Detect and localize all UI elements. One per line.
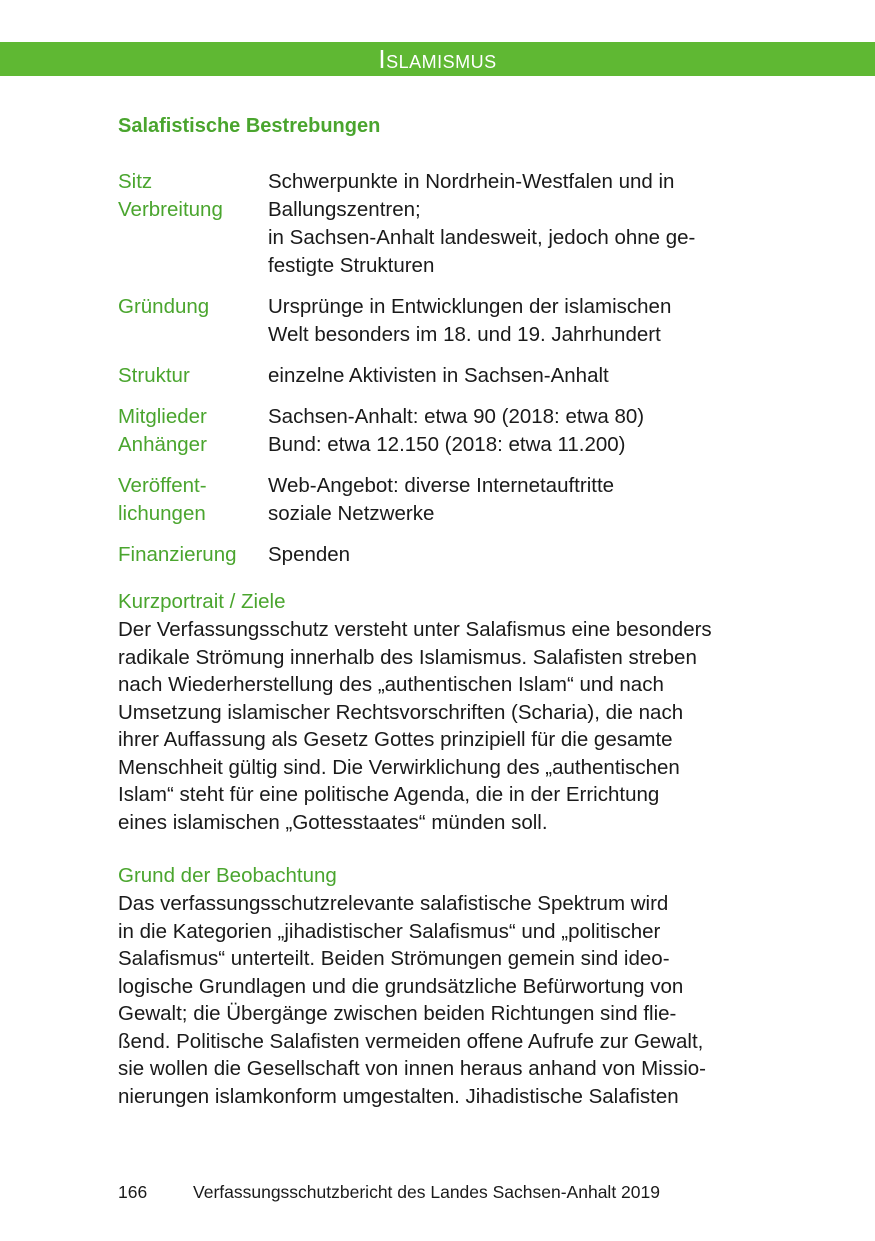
fact-label	[118, 293, 268, 349]
section-grund-der-beobachtung	[118, 862, 768, 1110]
fact-value-line: einzelne Aktivisten in Sachsen-Anhalt	[268, 364, 609, 387]
page-number: 166	[118, 1182, 148, 1202]
fact-row-veroeffentlichungen	[118, 472, 768, 528]
fact-value-line: in Sachsen-Anhalt landesweit, jedoch ohne ge-	[268, 226, 696, 249]
fact-label-line: lichungen	[118, 502, 206, 525]
section-kurzportrait	[118, 588, 768, 836]
paragraph-line: Gewalt; die Übergänge zwischen beiden Richtungen sind flie-	[118, 1002, 677, 1025]
fact-row-mitglieder	[118, 403, 768, 459]
paragraph-line: nach Wiederherstellung des „authentischen Islam“ und nach	[118, 673, 664, 696]
fact-value-line: Ballungszentren;	[268, 198, 421, 221]
fact-value-line: Sachsen-Anhalt: etwa 90 (2018: etwa 80)	[268, 405, 645, 428]
fact-value-line: Ursprünge in Entwicklungen der islamischen	[268, 295, 672, 318]
fact-label-line: Gründung	[118, 295, 210, 318]
fact-label	[118, 472, 268, 528]
paragraph-line: Das verfassungsschutzrelevante salafistische Spektrum wird	[118, 892, 669, 915]
paragraph-line: Islam“ steht für eine politische Agenda, die in der Errichtung	[118, 783, 660, 806]
footer-text: Verfassungsschutzbericht des Landes Sachsen-Anhalt 2019	[193, 1182, 660, 1202]
fact-value	[268, 168, 768, 280]
chapter-title: Islamismus	[378, 44, 497, 74]
fact-label	[118, 168, 268, 280]
paragraph-line: Umsetzung islamischer Rechtsvorschriften (Scharia), die nach	[118, 700, 684, 724]
fact-value-line: festigte Strukturen	[268, 254, 435, 277]
fact-label-line: Sitz	[118, 170, 153, 193]
fact-row-struktur	[118, 362, 768, 390]
fact-value	[268, 362, 768, 390]
paragraph-line: ßend. Politische Salafisten vermeiden offene Aufrufe zur Gewalt,	[118, 1029, 704, 1053]
paragraph-line: radikale Strömung innerhalb des Islamismus. Salafisten streben	[118, 645, 697, 669]
fact-row-finanzierung	[118, 541, 768, 569]
fact-label-line: Finanzierung	[118, 543, 237, 566]
section-title: Grund der Beobachtung	[118, 864, 337, 887]
fact-value-line: Bund: etwa 12.150 (2018: etwa 11.200)	[268, 433, 626, 456]
fact-label	[118, 403, 268, 459]
fact-row-gruendung	[118, 293, 768, 349]
fact-label	[118, 541, 268, 569]
section-title: Kurzportrait / Ziele	[118, 590, 286, 613]
fact-label-line: Mitglieder	[118, 405, 207, 428]
paragraph-line: Der Verfassungsschutz versteht unter Salafismus eine besonders	[118, 618, 712, 641]
paragraph-line: Menschheit gültig sind. Die Verwirklichung des „authentischen	[118, 755, 680, 779]
fact-value-line: Welt besonders im 18. und 19. Jahrhundert	[268, 323, 661, 346]
paragraph-line: Salafismus“ unterteilt. Beiden Strömungen gemein sind ideo-	[118, 947, 670, 970]
paragraph-line: sie wollen die Gesellschaft von innen heraus anhand von Missio-	[118, 1057, 707, 1080]
fact-value	[268, 403, 768, 459]
fact-value-line: soziale Netzwerke	[268, 502, 435, 525]
fact-value-line: Spenden	[268, 543, 351, 566]
chapter-banner	[0, 42, 875, 76]
fact-label	[118, 362, 268, 390]
fact-value	[268, 293, 768, 349]
fact-value	[268, 472, 768, 528]
facts-table	[118, 168, 768, 582]
fact-label-line: Veröffent-	[118, 474, 207, 497]
paragraph-line: in die Kategorien „jihadistischer Salafismus“ und „politischer	[118, 919, 661, 943]
section-paragraph	[118, 616, 768, 836]
paragraph-line: logische Grundlagen und die grundsätzliche Befürwortung von	[118, 974, 684, 998]
fact-row-sitz	[118, 168, 768, 280]
page-heading: Salafistische Bestrebungen	[118, 115, 381, 137]
fact-label-line: Struktur	[118, 364, 190, 387]
fact-label-line: Anhänger	[118, 433, 207, 456]
paragraph-line: ihrer Auffassung als Gesetz Gottes prinzipiell für die gesamte	[118, 728, 673, 751]
fact-label-line: Verbreitung	[118, 198, 223, 221]
paragraph-line: nierungen islamkonform umgestalten. Jihadistische Salafisten	[118, 1084, 679, 1108]
fact-value-line: Schwerpunkte in Nordrhein-Westfalen und in	[268, 170, 675, 193]
page-footer	[118, 1182, 660, 1203]
section-paragraph	[118, 890, 768, 1110]
paragraph-line: eines islamischen „Gottesstaates“ münden soll.	[118, 810, 548, 834]
fact-value-line: Web-Angebot: diverse Internetauftritte	[268, 474, 615, 497]
fact-value	[268, 541, 768, 569]
